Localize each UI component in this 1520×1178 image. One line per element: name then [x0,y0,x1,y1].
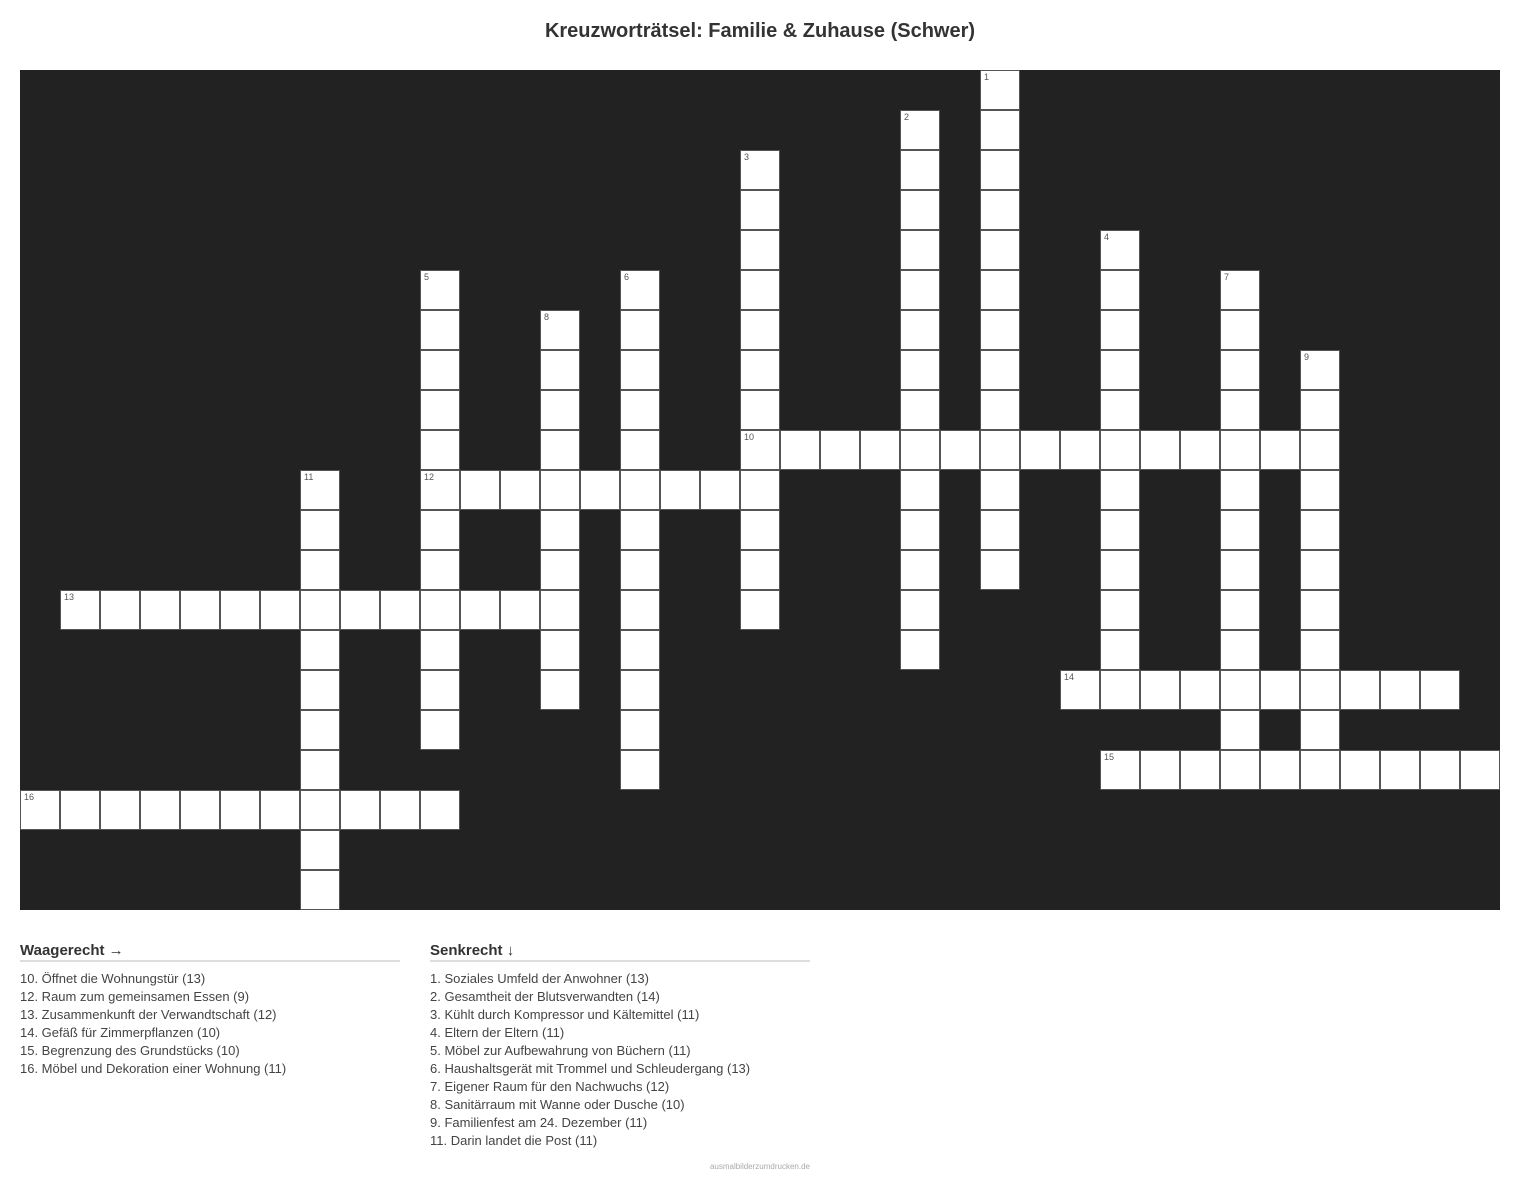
grid-cell[interactable] [220,590,260,630]
grid-cell[interactable] [740,350,780,390]
grid-cell[interactable] [1300,350,1340,390]
grid-cell[interactable] [740,270,780,310]
grid-cell[interactable] [1100,230,1140,270]
grid-cell[interactable] [900,590,940,630]
grid-cell[interactable] [1260,430,1300,470]
grid-cell[interactable] [1100,670,1140,710]
grid-cell[interactable] [1460,750,1500,790]
grid-cell[interactable] [980,190,1020,230]
grid-cell[interactable] [620,750,660,790]
clue-number: 2 [904,112,910,122]
clue-number: 16 [24,792,35,802]
grid-cell[interactable] [1100,470,1140,510]
grid-cell[interactable] [340,790,380,830]
grid-cell[interactable] [1100,510,1140,550]
across-clue-list [20,970,400,1078]
clue-number: 1 [984,72,990,82]
grid-cell[interactable] [740,590,780,630]
clue-number: 7 [1224,272,1230,282]
grid-cell[interactable] [980,70,1020,110]
grid-cell[interactable] [900,150,940,190]
crossword-grid [20,70,1500,910]
grid-cell[interactable] [620,470,660,510]
grid-cell[interactable] [620,670,660,710]
grid-cell[interactable] [1220,470,1260,510]
grid-cell[interactable] [300,670,340,710]
grid-cell[interactable] [980,110,1020,150]
clue-number: 14 [1064,672,1075,682]
grid-cell[interactable] [980,230,1020,270]
grid-cell[interactable] [540,590,580,630]
grid-cell[interactable] [980,150,1020,190]
grid-cell[interactable] [300,710,340,750]
grid-cell[interactable] [420,710,460,750]
grid-cell[interactable] [1140,750,1180,790]
grid-cell[interactable] [300,870,340,910]
grid-cell[interactable] [1220,310,1260,350]
grid-cell[interactable] [540,510,580,550]
grid-cell[interactable] [580,470,620,510]
grid-cell[interactable] [900,470,940,510]
grid-cell[interactable] [20,790,60,830]
grid-cell[interactable] [620,350,660,390]
grid-cell[interactable] [460,590,500,630]
grid-cell[interactable] [100,590,140,630]
grid-cell[interactable] [1300,710,1340,750]
clue-number: 12 [424,472,435,482]
grid-cell[interactable] [620,390,660,430]
grid-cell[interactable] [1220,390,1260,430]
grid-cell[interactable] [1100,390,1140,430]
grid-cell[interactable] [740,390,780,430]
grid-cell[interactable] [1220,270,1260,310]
clue-number: 11 [304,472,314,482]
grid-cell[interactable] [1260,670,1300,710]
grid-cell[interactable] [1100,310,1140,350]
grid-cell[interactable] [420,470,460,510]
grid-cell[interactable] [900,630,940,670]
grid-cell[interactable] [780,430,820,470]
clue-number: 4 [1104,232,1110,242]
grid-cell[interactable] [700,470,740,510]
clue-number: 13 [64,592,75,602]
grid-cell[interactable] [900,390,940,430]
puzzle-title: Kreuzworträtsel: Familie & Zuhause (Schwer) [544,20,976,42]
grid-cell[interactable] [540,630,580,670]
grid-cell[interactable] [1060,430,1100,470]
grid-cell[interactable] [100,790,140,830]
grid-cell[interactable] [1220,510,1260,550]
grid-cell[interactable] [1300,430,1340,470]
grid-cell[interactable] [500,590,540,630]
grid-cell[interactable] [620,510,660,550]
grid-cell[interactable] [1220,550,1260,590]
grid-cell[interactable] [860,430,900,470]
grid-cell[interactable] [300,790,340,830]
grid-cell[interactable] [1100,550,1140,590]
grid-cell[interactable] [180,790,220,830]
grid-cell[interactable] [1220,670,1260,710]
grid-cell[interactable] [420,510,460,550]
grid-cell[interactable] [620,270,660,310]
down-clue: 1. Soziales Umfeld der Anwohner (13) [430,971,649,986]
grid-cell[interactable] [180,590,220,630]
grid-cell[interactable] [420,310,460,350]
grid-cell[interactable] [500,470,540,510]
grid-cell[interactable] [420,790,460,830]
down-clue: 6. Haushaltsgerät mit Trommel und Schleudergang (13) [430,1061,751,1076]
grid-cell[interactable] [540,430,580,470]
grid-cell[interactable] [1300,750,1340,790]
grid-cell[interactable] [1100,350,1140,390]
across-clue: 12. Raum zum gemeinsamen Essen (9) [20,989,250,1004]
down-clue: 4. Eltern der Eltern (11) [430,1025,565,1040]
clue-number: 6 [624,272,630,282]
grid-cell[interactable] [300,830,340,870]
grid-cell[interactable] [980,510,1020,550]
grid-cell[interactable] [1340,750,1380,790]
grid-cell[interactable] [420,430,460,470]
grid-cell[interactable] [1140,670,1180,710]
clue-number: 3 [744,152,750,162]
clue-number: 10 [744,432,755,442]
grid-cell[interactable] [540,390,580,430]
grid-cell[interactable] [460,470,500,510]
grid-cell[interactable] [900,110,940,150]
grid-cell[interactable] [1340,670,1380,710]
across-clue: 15. Begrenzung des Grundstücks (10) [20,1043,240,1058]
grid-cell[interactable] [1300,550,1340,590]
grid-cell[interactable] [140,790,180,830]
grid-cell[interactable] [1420,750,1460,790]
down-clue: 9. Familienfest am 24. Dezember (11) [430,1115,648,1130]
grid-cell[interactable] [1060,670,1100,710]
grid-cell[interactable] [1020,430,1060,470]
grid-cell[interactable] [260,590,300,630]
grid-cell[interactable] [620,710,660,750]
grid-cell[interactable] [980,430,1020,470]
across-clue: 14. Gefäß für Zimmerpflanzen (10) [20,1025,221,1040]
grid-cell[interactable] [1220,430,1260,470]
site-credit: ausmalbilderzumdrucken.de [709,1162,810,1171]
grid-cell[interactable] [1180,750,1220,790]
grid-cell[interactable] [300,470,340,510]
grid-cell[interactable] [260,790,300,830]
grid-cell[interactable] [980,270,1020,310]
down-clue: 2. Gesamtheit der Blutsverwandten (14) [430,989,660,1004]
down-heading: Senkrecht ↓ [430,942,810,962]
clue-number: 15 [1104,752,1115,762]
down-clue: 5. Möbel zur Aufbewahrung von Büchern (11) [430,1043,691,1058]
grid-cell[interactable] [420,670,460,710]
grid-cell[interactable] [380,590,420,630]
across-clue: 10. Öffnet die Wohnungstür (13) [20,971,206,986]
grid-cell[interactable] [620,550,660,590]
grid-cell[interactable] [420,270,460,310]
grid-cell[interactable] [980,550,1020,590]
grid-cell[interactable] [620,430,660,470]
grid-cell[interactable] [900,310,940,350]
grid-cell[interactable] [1380,750,1420,790]
down-clues-section [430,942,810,1150]
grid-cell[interactable] [740,310,780,350]
down-clue: 11. Darin landet die Post (11) [430,1133,598,1148]
across-clue: 13. Zusammenkunft der Verwandtschaft (12) [20,1007,277,1022]
clue-number: 9 [1304,352,1310,362]
grid-cell[interactable] [420,630,460,670]
grid-cell[interactable] [540,470,580,510]
grid-cell[interactable] [300,510,340,550]
grid-cell[interactable] [1100,590,1140,630]
grid-cell[interactable] [300,630,340,670]
grid-cell[interactable] [980,390,1020,430]
grid-cell[interactable] [60,590,100,630]
grid-cell[interactable] [300,750,340,790]
grid-cell[interactable] [1420,670,1460,710]
grid-cell[interactable] [420,390,460,430]
grid-cell[interactable] [1220,750,1260,790]
grid-cell[interactable] [620,590,660,630]
grid-cell[interactable] [1100,430,1140,470]
grid-cell[interactable] [380,790,420,830]
grid-cell[interactable] [740,550,780,590]
grid-cell[interactable] [540,670,580,710]
down-clue: 3. Kühlt durch Kompressor und Kältemittel (11) [430,1007,700,1022]
grid-cell[interactable] [300,590,340,630]
grid-cell[interactable] [900,350,940,390]
grid-cell[interactable] [740,470,780,510]
grid-cell[interactable] [1220,630,1260,670]
grid-cell[interactable] [740,230,780,270]
grid-cell[interactable] [620,630,660,670]
grid-cell[interactable] [1100,630,1140,670]
grid-cell[interactable] [1260,750,1300,790]
grid-cell[interactable] [420,350,460,390]
grid-cell[interactable] [340,590,380,630]
grid-cell[interactable] [1180,430,1220,470]
across-clues-section [20,942,400,1078]
grid-cell[interactable] [900,430,940,470]
grid-cell[interactable] [740,190,780,230]
grid-cell[interactable] [1180,670,1220,710]
across-heading: Waagerecht → [20,942,400,962]
grid-cell[interactable] [540,550,580,590]
grid-cell[interactable] [900,510,940,550]
grid-cell[interactable] [1220,710,1260,750]
grid-cell[interactable] [900,190,940,230]
grid-cell[interactable] [900,270,940,310]
grid-cell[interactable] [540,310,580,350]
grid-cell[interactable] [1300,470,1340,510]
clue-number: 5 [424,272,430,282]
across-clue: 16. Möbel und Dekoration einer Wohnung (11) [20,1061,287,1076]
grid-cell[interactable] [740,510,780,550]
grid-cell[interactable] [300,550,340,590]
grid-cell[interactable] [940,430,980,470]
grid-cell[interactable] [420,550,460,590]
grid-cell[interactable] [1380,670,1420,710]
grid-cell[interactable] [980,350,1020,390]
grid-cell[interactable] [660,470,700,510]
grid-cell[interactable] [540,350,580,390]
grid-cell[interactable] [60,790,100,830]
grid-cell[interactable] [1220,350,1260,390]
grid-cell[interactable] [980,310,1020,350]
grid-cell[interactable] [620,310,660,350]
grid-cell[interactable] [1300,590,1340,630]
grid-cell[interactable] [980,470,1020,510]
grid-cell[interactable] [140,590,180,630]
grid-cell[interactable] [1300,390,1340,430]
grid-cell[interactable] [1300,670,1340,710]
grid-cell[interactable] [1220,590,1260,630]
grid-cell[interactable] [740,430,780,470]
grid-cell[interactable] [1140,430,1180,470]
grid-cell[interactable] [820,430,860,470]
grid-cell[interactable] [1300,510,1340,550]
clue-number: 8 [544,312,550,322]
grid-cell[interactable] [740,150,780,190]
down-clue-list [430,970,810,1150]
down-clue: 8. Sanitärraum mit Wanne oder Dusche (10) [430,1097,685,1112]
grid-cell[interactable] [1100,270,1140,310]
grid-cell[interactable] [420,590,460,630]
grid-cell[interactable] [220,790,260,830]
grid-cell[interactable] [1100,750,1140,790]
grid-cell[interactable] [1300,630,1340,670]
grid-cell[interactable] [900,230,940,270]
grid-cell[interactable] [900,550,940,590]
down-clue: 7. Eigener Raum für den Nachwuchs (12) [430,1079,670,1094]
